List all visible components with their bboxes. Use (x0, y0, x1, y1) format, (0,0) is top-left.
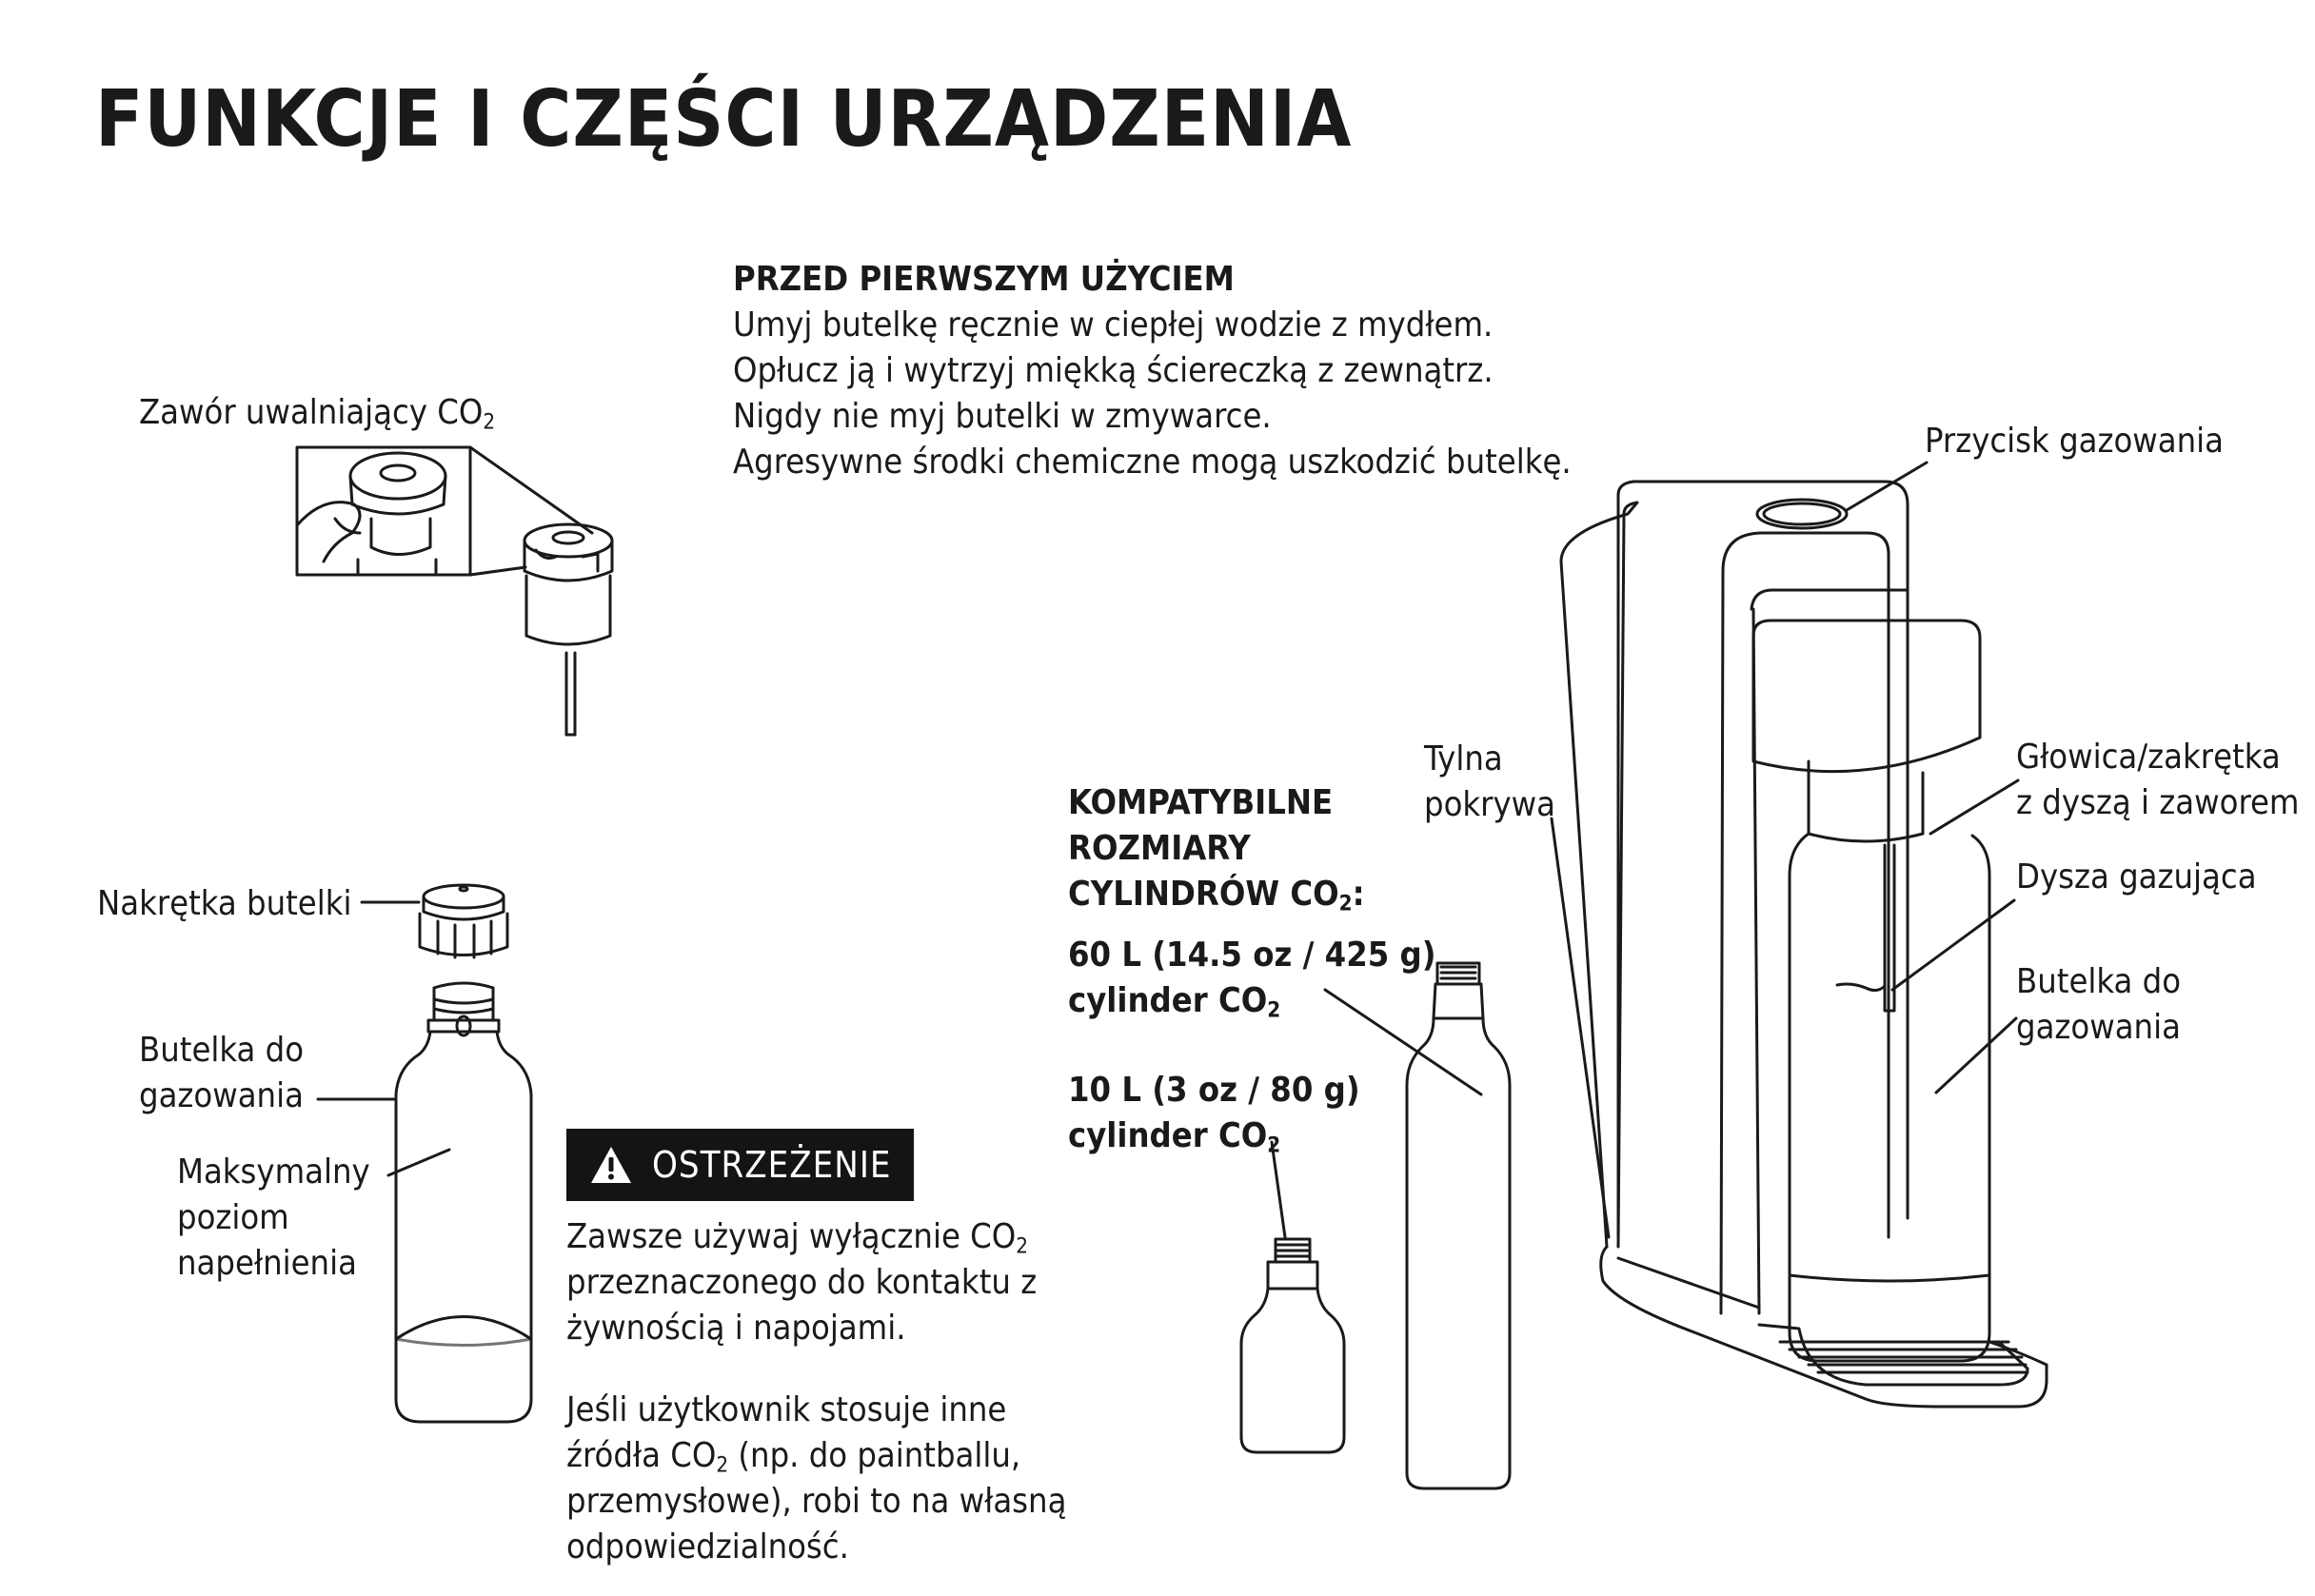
label-carbonation-button: Przycisk gazowania (1925, 422, 2225, 461)
label-bottle-right: Butelka do gazowania (2016, 962, 2182, 1047)
label-release-valve: Zawór uwalniający $CO_2$ (139, 393, 496, 435)
warning-paragraph-1: Zawsze używaj wyłącznie $CO_2$ przeznaczonego do kontaktu z żywnością i napojami. (566, 1217, 1038, 1348)
warning-badge-label: OSTRZEŻENIE (652, 1144, 892, 1186)
warning-paragraph-2: Jeśli użytkownik stosuje inne źródła $CO_2$ (np. do paintballu, przemysłowe), robi to na własną odpowiedzialność. (566, 1390, 1067, 1566)
label-max-fill: Maksymalny poziom napełnienia (177, 1153, 370, 1283)
before-first-use-line: Umyj butelkę ręcznie w ciepłej wodzie z mydłem. (733, 305, 1494, 345)
cylinders-heading: KOMPATYBILNE ROZMIARY CYLINDRÓW $CO_2$: (1068, 783, 1365, 916)
leader-cylinder-large (1325, 990, 1481, 1094)
leader-head (1930, 780, 2018, 834)
leader-nozzle (1892, 900, 2014, 990)
release-valve-part (524, 524, 612, 735)
leader-max-fill (388, 1150, 449, 1175)
before-first-use-line: Opłucz ją i wytrzyj miękką ściereczką z zewnątrz. (733, 351, 1494, 390)
bottle-left-drawing (396, 983, 531, 1422)
before-first-use-line: Nigdy nie myj butelki w zmywarce. (733, 397, 1272, 436)
bottle-cap-drawing (420, 885, 507, 957)
cylinder-small-label: 10 L (3 oz / 80 g) cylinder $CO_2$ (1068, 1071, 1360, 1158)
leader-carbonation-button (1847, 463, 1927, 510)
cylinder-large-drawing (1407, 963, 1510, 1488)
label-nozzle: Dysza gazująca (2016, 857, 2257, 897)
label-bottle-cap: Nakrętka butelki (97, 884, 352, 923)
before-first-use-line: Agresywne środki chemiczne mogą uszkodzić butelkę. (733, 443, 1572, 482)
leader-back-cover (1552, 818, 1609, 1237)
leader-bottle-right (1936, 1018, 2016, 1093)
cylinder-small-drawing (1241, 1239, 1344, 1452)
before-first-use-heading: PRZED PIERWSZYM UŻYCIEM (733, 260, 1235, 299)
label-bottle-left: Butelka do gazowania (139, 1031, 305, 1115)
label-head: Głowica/zakrętka z dyszą i zaworem (2016, 738, 2300, 822)
page-title: FUNKCJE I CZĘŚCI URZĄDZENIA (95, 74, 1353, 165)
label-back-cover: Tylna pokrywa (1424, 739, 1555, 824)
leader-cylinder-small (1272, 1142, 1285, 1237)
cylinder-large-label: 60 L (14.5 oz / 425 g) cylinder $CO_2$ (1068, 936, 1436, 1023)
soda-machine-drawing (1561, 482, 2047, 1407)
